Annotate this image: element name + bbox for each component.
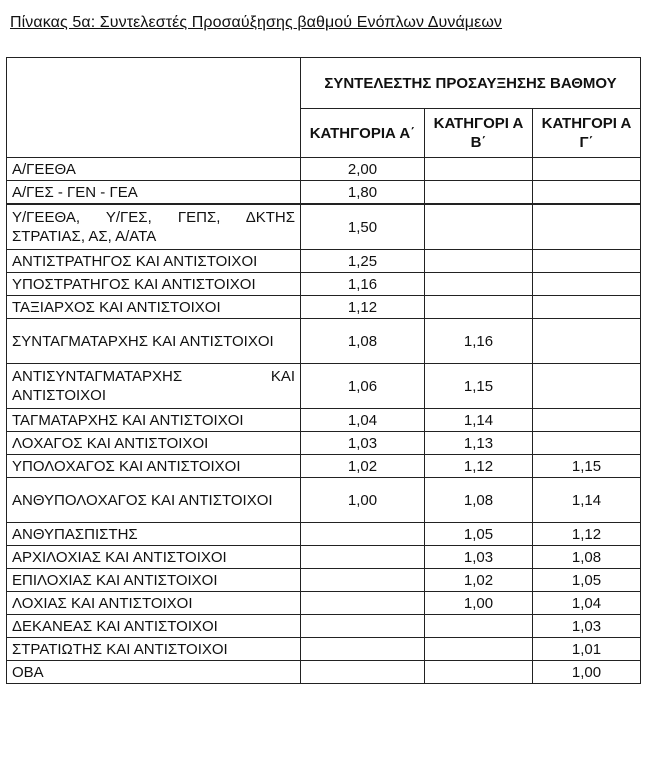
header-group: ΣΥΝΤΕΛΕΣΤΗΣ ΠΡΟΣΑΥΞΗΣΗΣ ΒΑΘΜΟΥ bbox=[301, 58, 641, 109]
cell-category-b: 1,02 bbox=[425, 569, 533, 592]
cell-category-b bbox=[425, 296, 533, 319]
table-row bbox=[7, 661, 641, 684]
cell-category-c bbox=[533, 319, 641, 364]
coefficients-table bbox=[6, 57, 641, 684]
row-label: ΑΝΘΥΠΑΣΠΙΣΤΗΣ bbox=[7, 523, 301, 546]
table-row bbox=[7, 319, 641, 364]
cell-category-b bbox=[425, 273, 533, 296]
cell-category-b: 1,03 bbox=[425, 546, 533, 569]
cell-category-c: 1,03 bbox=[533, 615, 641, 638]
row-label: ΛΟΧΑΓΟΣ ΚΑΙ ΑΝΤΙΣΤΟΙΧΟΙ bbox=[7, 432, 301, 455]
cell-category-a: 1,06 bbox=[301, 364, 425, 409]
header-empty-cell bbox=[7, 58, 301, 158]
table-row bbox=[7, 523, 641, 546]
row-label: ΥΠΟΣΤΡΑΤΗΓΟΣ ΚΑΙ ΑΝΤΙΣΤΟΙΧΟΙ bbox=[7, 273, 301, 296]
cell-category-b: 1,13 bbox=[425, 432, 533, 455]
table-row bbox=[7, 204, 641, 250]
cell-category-a: 1,04 bbox=[301, 409, 425, 432]
cell-category-a: 1,00 bbox=[301, 478, 425, 523]
cell-category-c: 1,08 bbox=[533, 546, 641, 569]
row-label: ΟΒΑ bbox=[7, 661, 301, 684]
cell-category-a: 1,12 bbox=[301, 296, 425, 319]
table-row bbox=[7, 592, 641, 615]
row-label: ΑΡΧΙΛΟΧΙΑΣ ΚΑΙ ΑΝΤΙΣΤΟΙΧΟΙ bbox=[7, 546, 301, 569]
row-label: ΤΑΞΙΑΡΧΟΣ ΚΑΙ ΑΝΤΙΣΤΟΙΧΟΙ bbox=[7, 296, 301, 319]
cell-category-a: 1,02 bbox=[301, 455, 425, 478]
cell-category-b bbox=[425, 250, 533, 273]
row-label: ΥΠΟΛΟΧΑΓΟΣ ΚΑΙ ΑΝΤΙΣΤΟΙΧΟΙ bbox=[7, 455, 301, 478]
cell-category-c bbox=[533, 364, 641, 409]
table-row bbox=[7, 478, 641, 523]
header-category-b: ΚΑΤΗΓΟΡΙ Α Β΄ bbox=[425, 109, 533, 158]
cell-category-a: 1,25 bbox=[301, 250, 425, 273]
cell-category-b: 1,00 bbox=[425, 592, 533, 615]
table-row bbox=[7, 158, 641, 181]
table-row bbox=[7, 273, 641, 296]
cell-category-a: 1,03 bbox=[301, 432, 425, 455]
cell-category-c: 1,04 bbox=[533, 592, 641, 615]
row-label: ΤΑΓΜΑΤΑΡΧΗΣ ΚΑΙ ΑΝΤΙΣΤΟΙΧΟΙ bbox=[7, 409, 301, 432]
row-label: ΣΥΝΤΑΓΜΑΤΑΡΧΗΣ ΚΑΙ ΑΝΤΙΣΤΟΙΧΟΙ bbox=[7, 319, 301, 364]
table-row bbox=[7, 455, 641, 478]
cell-category-b: 1,08 bbox=[425, 478, 533, 523]
row-label: ΔΕΚΑΝΕΑΣ ΚΑΙ ΑΝΤΙΣΤΟΙΧΟΙ bbox=[7, 615, 301, 638]
table-row bbox=[7, 250, 641, 273]
cell-category-c bbox=[533, 273, 641, 296]
row-label: ΑΝΤΙΣΤΡΑΤΗΓΟΣ ΚΑΙ ΑΝΤΙΣΤΟΙΧΟΙ bbox=[7, 250, 301, 273]
cell-category-a: 1,50 bbox=[301, 204, 425, 250]
cell-category-b bbox=[425, 158, 533, 181]
cell-category-a: 1,08 bbox=[301, 319, 425, 364]
cell-category-c bbox=[533, 296, 641, 319]
table-caption: Πίνακας 5α: Συντελεστές Προσαύξησης βαθμού Ενόπλων Δυνάμεων bbox=[10, 14, 503, 31]
cell-category-b bbox=[425, 615, 533, 638]
cell-category-b bbox=[425, 638, 533, 661]
cell-category-a: 2,00 bbox=[301, 158, 425, 181]
table-row bbox=[7, 546, 641, 569]
table-row bbox=[7, 296, 641, 319]
table-row bbox=[7, 432, 641, 455]
cell-category-c bbox=[533, 250, 641, 273]
table-row bbox=[7, 409, 641, 432]
cell-category-c: 1,00 bbox=[533, 661, 641, 684]
table-row bbox=[7, 638, 641, 661]
cell-category-c bbox=[533, 204, 641, 250]
table-body bbox=[7, 158, 641, 684]
cell-category-c: 1,14 bbox=[533, 478, 641, 523]
cell-category-b bbox=[425, 204, 533, 250]
cell-category-b: 1,12 bbox=[425, 455, 533, 478]
cell-category-c: 1,05 bbox=[533, 569, 641, 592]
cell-category-b: 1,14 bbox=[425, 409, 533, 432]
cell-category-b: 1,16 bbox=[425, 319, 533, 364]
cell-category-a bbox=[301, 592, 425, 615]
cell-category-a bbox=[301, 569, 425, 592]
header-category-a: ΚΑΤΗΓΟΡΙΑ Α΄ bbox=[301, 109, 425, 158]
row-label: ΣΤΡΑΤΙΩΤΗΣ ΚΑΙ ΑΝΤΙΣΤΟΙΧΟΙ bbox=[7, 638, 301, 661]
row-label: Α/ΓΕΕΘΑ bbox=[7, 158, 301, 181]
cell-category-c: 1,12 bbox=[533, 523, 641, 546]
cell-category-a bbox=[301, 638, 425, 661]
cell-category-b: 1,05 bbox=[425, 523, 533, 546]
cell-category-a bbox=[301, 615, 425, 638]
cell-category-c bbox=[533, 409, 641, 432]
cell-category-a bbox=[301, 546, 425, 569]
row-label: ΑΝΘΥΠΟΛΟΧΑΓΟΣ ΚΑΙ ΑΝΤΙΣΤΟΙΧΟΙ bbox=[7, 478, 301, 523]
row-label: ΕΠΙΛΟΧΙΑΣ ΚΑΙ ΑΝΤΙΣΤΟΙΧΟΙ bbox=[7, 569, 301, 592]
row-label: ΑΝΤΙΣΥΝΤΑΓΜΑΤΑΡΧΗΣ ΚΑΙ ΑΝΤΙΣΤΟΙΧΟΙ bbox=[7, 364, 301, 409]
cell-category-c bbox=[533, 181, 641, 205]
cell-category-c bbox=[533, 432, 641, 455]
row-label: Α/ΓΕΣ - ΓΕΝ - ΓΕΑ bbox=[7, 181, 301, 205]
cell-category-c bbox=[533, 158, 641, 181]
cell-category-a bbox=[301, 523, 425, 546]
table-row bbox=[7, 615, 641, 638]
cell-category-b bbox=[425, 181, 533, 205]
table-row bbox=[7, 181, 641, 205]
table-row bbox=[7, 364, 641, 409]
header-category-c: ΚΑΤΗΓΟΡΙ Α Γ΄ bbox=[533, 109, 641, 158]
cell-category-c: 1,15 bbox=[533, 455, 641, 478]
cell-category-b bbox=[425, 661, 533, 684]
row-label: ΛΟΧΙΑΣ ΚΑΙ ΑΝΤΙΣΤΟΙΧΟΙ bbox=[7, 592, 301, 615]
cell-category-b: 1,15 bbox=[425, 364, 533, 409]
cell-category-a bbox=[301, 661, 425, 684]
cell-category-a: 1,80 bbox=[301, 181, 425, 205]
row-label: Υ/ΓΕΕΘΑ, Υ/ΓΕΣ, ΓΕΠΣ, ΔΚΤΗΣ ΣΤΡΑΤΙΑΣ, ΑΣ, Α/ΑΤΑ bbox=[7, 204, 301, 250]
cell-category-a: 1,16 bbox=[301, 273, 425, 296]
table-row bbox=[7, 569, 641, 592]
cell-category-c: 1,01 bbox=[533, 638, 641, 661]
